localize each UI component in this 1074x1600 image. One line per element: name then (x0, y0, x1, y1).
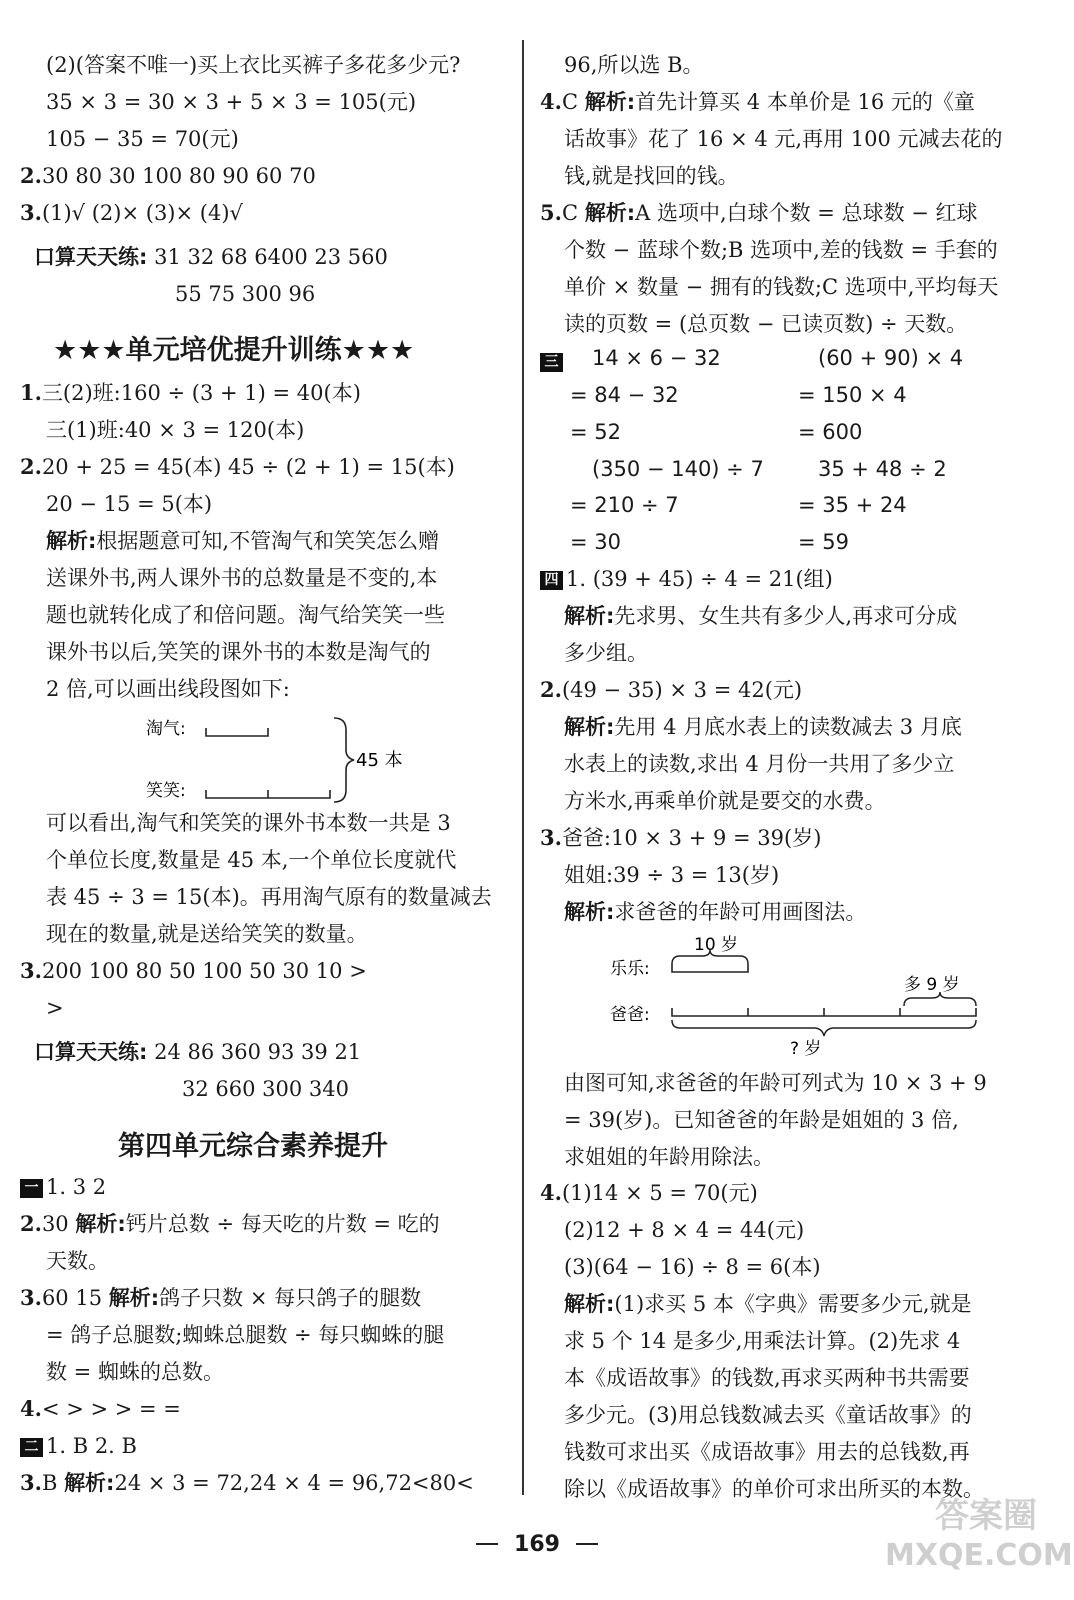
answer-line: (2)(答案不唯一)买上衣比买裤子多花多少元? (46, 53, 461, 77)
answer-line: (3)(64 − 16) ÷ 8 = 6(本) (564, 1255, 821, 1279)
analysis-line: 读的页数 = (总页数 − 已读页数) ÷ 天数。 (564, 312, 968, 336)
answer-line: 4.(1)14 × 5 = 70(元) (540, 1180, 758, 1205)
analysis-line: 现在的数量,就是送给笑笑的数量。 (46, 922, 368, 946)
analysis-line: 数 = 蜘蛛的总数。 (46, 1360, 224, 1384)
brace (334, 718, 354, 802)
section-box: 三 (540, 346, 566, 376)
answer-line: 姐姐:39 ÷ 3 = 13(岁) (564, 863, 780, 887)
analysis-line: 送课外书,两人课外书的总数量是不变的,本 (46, 566, 438, 590)
analysis-line: 2 倍,可以画出线段图如下: (46, 677, 290, 701)
oral-practice-cont: 32 660 300 340 (182, 1077, 349, 1101)
analysis-line: 课外书以后,笑笑的课外书的本数是淘气的 (46, 640, 431, 664)
analysis-line: 方米水,再乘单价就是要交的水费。 (564, 789, 886, 813)
diagram-label-taoqi: 淘气: (146, 719, 186, 739)
segment-taoqi (206, 728, 268, 736)
analysis-line: 求姐姐的年龄用除法。 (564, 1145, 774, 1169)
calc-line: = 59 (798, 530, 849, 554)
answer-line: (2)12 + 8 × 4 = 44(元) (564, 1218, 805, 1242)
calc-line: (350 − 140) ÷ 7 (592, 457, 764, 481)
answer-line: 20 − 15 = 5(本) (46, 492, 213, 516)
answer-line: 105 − 35 = 70(元) (46, 127, 239, 151)
diagram-label-lele: 乐乐: (610, 959, 650, 979)
line-segment-diagram-books (140, 708, 440, 804)
answer-line: 96,所以选 B。 (564, 53, 704, 77)
answer-line: 2.(49 − 35) × 3 = 42(元) (540, 677, 803, 702)
answer-line: 3.爸爸:10 × 3 + 9 = 39(岁) (540, 825, 822, 850)
oral-practice: 口算天天练: 24 86 360 93 39 21 (34, 1040, 362, 1064)
analysis-line: 个数 − 蓝球个数;B 选项中,差的钱数 = 手套的 (564, 238, 998, 262)
answer-line: 3.B 解析:24 × 3 = 72,24 × 4 = 96,72<80< (20, 1470, 474, 1495)
diagram-total: 45 本 (356, 750, 403, 771)
analysis-line: 钱数可求出买《成语故事》用去的总钱数,再 (564, 1440, 970, 1464)
calc-line: = 210 ÷ 7 (570, 493, 679, 517)
analysis-line: = 鸽子总腿数;蜘蛛总腿数 ÷ 每只蜘蛛的腿 (46, 1323, 445, 1347)
answer-line: 2.20 + 25 = 45(本) 45 ÷ (2 + 1) = 15(本) (20, 454, 455, 479)
segment-xiaoxiao (206, 790, 330, 798)
diagram-label-baba: 爸爸: (610, 1005, 650, 1025)
answer-line: 三(1)班:40 × 3 = 120(本) (46, 418, 305, 442)
answer-line: 4.C 解析:首先计算买 4 本单价是 16 元的《童 (540, 89, 975, 114)
section-heading: 第四单元综合素养提升 (118, 1131, 388, 1162)
answer-line: 35 × 3 = 30 × 3 + 5 × 3 = 105(元) (46, 90, 417, 114)
line-segment-diagram-age (604, 928, 1054, 1060)
analysis-line: 本《成语故事》的钱数,再求买两种书共需要 (564, 1366, 970, 1390)
segment-lele (672, 964, 748, 972)
answer-line: > (46, 996, 64, 1020)
analysis-line: 可以看出,淘气和笑笑的课外书本数一共是 3 (46, 811, 451, 835)
analysis-line: 多少组。 (564, 641, 648, 665)
answer-line: 1.三(2)班:160 ÷ (3 + 1) = 40(本) (20, 380, 361, 405)
analysis-line: 解析:先求男、女生共有多少人,再求可分成 (564, 604, 958, 628)
column-divider (522, 40, 524, 1495)
analysis-line: 求 5 个 14 是多少,用乘法计算。(2)先求 4 (564, 1329, 961, 1353)
calc-line: 35 + 48 ÷ 2 (818, 457, 947, 481)
analysis-line: 题也就转化成了和倍问题。淘气给笑笑一些 (46, 603, 445, 627)
answer-line: 二 1. B 2. B (20, 1431, 137, 1461)
analysis-line: 多少元。(3)用总钱数减去买《童话故事》的 (564, 1403, 972, 1427)
answer-line: 3.60 15 解析:鸽子只数 × 每只鸽子的腿数 (20, 1285, 422, 1310)
analysis-line: 解析:求爸爸的年龄可用画图法。 (564, 900, 867, 924)
calc-line: = 84 − 32 (570, 383, 679, 407)
analysis-line: 话故事》花了 16 × 4 元,再用 100 元减去花的 (564, 127, 1003, 151)
analysis-line: 单价 × 数量 − 拥有的钱数;C 选项中,平均每天 (564, 275, 999, 299)
answer-line: 4.< > > > = = (20, 1396, 181, 1421)
calc-line: = 600 (798, 420, 863, 444)
diagram-bottom-label: ? 岁 (790, 1039, 822, 1059)
brace-bottom (672, 1020, 976, 1036)
answer-line: 5.C 解析:A 选项中,白球个数 = 总球数 − 红球 (540, 200, 978, 225)
calc-line: 14 × 6 − 32 (592, 346, 721, 370)
calc-line: = 150 × 4 (798, 383, 907, 407)
calc-line: = 52 (570, 420, 621, 444)
watermark-logo: 答案圈 (935, 1496, 1037, 1536)
answer-line: 2.30 解析:钙片总数 ÷ 每天吃的片数 = 吃的 (20, 1211, 440, 1236)
answer-line: 一 1. 3 2 (20, 1172, 106, 1202)
analysis-line: 由图可知,求爸爸的年龄可列式为 10 × 3 + 9 (564, 1071, 987, 1095)
analysis-line: 天数。 (46, 1249, 109, 1273)
calc-line: = 35 + 24 (798, 493, 907, 517)
oral-practice-cont: 55 75 300 96 (175, 282, 316, 306)
analysis-line: 钱,就是找回的钱。 (564, 164, 739, 188)
diagram-label-xiaoxiao: 笑笑: (146, 781, 186, 801)
analysis-line: 解析:根据题意可知,不管淘气和笑笑怎么赠 (46, 529, 440, 553)
answer-line: 3.200 100 80 50 100 50 30 10 > (20, 958, 367, 983)
diagram-top-label: 10 岁 (694, 935, 739, 955)
answer-line: 四 1. (39 + 45) ÷ 4 = 21(组) (540, 564, 833, 594)
calc-line: (60 + 90) × 4 (818, 346, 964, 370)
diagram-extra-label: 多 9 岁 (904, 975, 960, 995)
analysis-line: 解析:先用 4 月底水表上的读数减去 3 月底 (564, 715, 962, 739)
calc-line: = 30 (570, 530, 621, 554)
answer-line: 2.30 80 30 100 80 90 60 70 (20, 163, 316, 188)
page-number: 169 (0, 1532, 1074, 1557)
oral-practice: 口算天天练: 31 32 68 6400 23 560 (34, 245, 388, 269)
analysis-line: 除以《成语故事》的单价可求出所买的本数。 (564, 1477, 984, 1501)
segment-baba (672, 1008, 976, 1016)
analysis-line: 表 45 ÷ 3 = 15(本)。再用淘气原有的数量减去 (46, 885, 492, 909)
section-heading: ★★★单元培优提升训练★★★ (53, 335, 415, 366)
analysis-line: = 39(岁)。已知爸爸的年龄是姐姐的 3 倍, (564, 1108, 959, 1132)
analysis-line: 个单位长度,数量是 45 本,一个单位长度就代 (46, 848, 457, 872)
answer-line: 3.(1)√ (2)× (3)× (4)√ (20, 200, 243, 225)
analysis-line: 解析:(1)求买 5 本《字典》需要多少元,就是 (564, 1292, 972, 1316)
analysis-line: 水表上的读数,求出 4 月份一共用了多少立 (564, 752, 955, 776)
watermark-url: MXQE.COM (885, 1538, 1073, 1573)
